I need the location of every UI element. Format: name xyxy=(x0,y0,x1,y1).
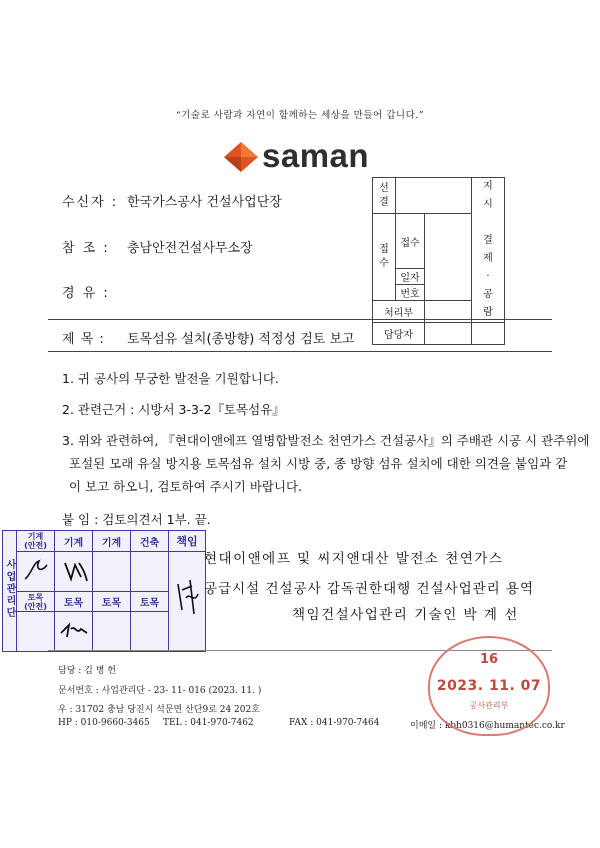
reference-value: 충남안전건설사무소장 xyxy=(127,241,253,256)
approval-jeopsu-empty xyxy=(425,214,472,301)
signature-mark-1 xyxy=(21,555,51,585)
reference-label: 참 조 : xyxy=(62,241,110,256)
stamp-empty-cell-1 xyxy=(93,552,131,592)
stamp-header-civil-safety: 토목 (안전) xyxy=(17,592,55,612)
recipient-value: 한국가스공사 건설사업단장 xyxy=(127,195,282,210)
signature-mark-responsible xyxy=(172,570,202,630)
subject-value: 토목섬유 설치(종방향) 적정성 검토 보고 xyxy=(127,332,355,347)
receipt-stamp-number: 16 xyxy=(479,652,499,667)
stamp-empty-cell-3 xyxy=(17,612,55,652)
stamp-side-label xyxy=(3,531,17,652)
approval-beonho: 번호 xyxy=(396,285,425,301)
body-item-3-line-1: 3. 위와 관련하여, 『현대이앤에프 열병합발전소 천연가스 건설공사』의 주배관 시공 시 관주위에 xyxy=(62,433,590,448)
approval-seon-empty xyxy=(396,178,472,214)
via-label: 경 유 : xyxy=(62,286,110,301)
signature-mark-3 xyxy=(57,615,91,645)
review-stamp-table xyxy=(2,530,206,652)
stamp-side-text: 사업관리단 xyxy=(4,559,15,619)
stamp-header-civil-1: 토목 xyxy=(55,592,93,612)
stamp-header-responsible: 책임 xyxy=(169,531,206,552)
stamp-header-civil-3: 토목 xyxy=(131,592,169,612)
company-line-1: 현대이앤에프 및 씨지앤대산 발전소 천연가스 xyxy=(204,551,504,567)
approval-jeopsu xyxy=(373,214,396,301)
recipient-label: 수신자 : xyxy=(62,195,119,210)
company-line-2: 공급시설 건설공사 감독권한대행 건설사업관리 용역 xyxy=(204,581,535,597)
subject-top-rule xyxy=(48,319,552,320)
approval-ram: 람 xyxy=(483,307,493,318)
receipt-stamp-label: 공사관리부 xyxy=(469,701,509,710)
approval-dot: · xyxy=(486,271,490,282)
stamp-header-mech-2: 기계 xyxy=(93,531,131,552)
approval-seon-gyeol xyxy=(373,178,396,214)
approval-cheoribu: 처리부 xyxy=(373,301,425,323)
approval-ji: 지 xyxy=(483,181,493,192)
subject-bottom-rule xyxy=(48,351,552,352)
approval-seon: 선 xyxy=(379,182,389,194)
approval-damdangja: 담당자 xyxy=(373,323,425,345)
attachment-line: 붙 임 : 검토의견서 1부. 끝. xyxy=(62,512,211,527)
stamp-sig-cell-3 xyxy=(55,612,93,652)
stamp-header-mech-1: 기계 xyxy=(55,531,93,552)
stamp-empty-cell-5 xyxy=(131,612,169,652)
stamp-header-civil-2: 토목 xyxy=(93,592,131,612)
approval-je: 제 xyxy=(483,253,493,264)
stamp-sig-cell-2 xyxy=(55,552,93,592)
approval-su: 수 xyxy=(379,258,389,269)
signature-mark-2 xyxy=(59,555,89,585)
footer-address: 우 : 31702 충남 당진시 석문면 산단9로 24 202호 xyxy=(58,705,260,715)
stamp-header-arch: 건축 xyxy=(131,531,169,552)
footer-email: 이메일 : kbh0316@humantec.co.kr xyxy=(410,721,565,731)
approval-ilja: 일자 xyxy=(396,269,425,285)
footer-fax: FAX : 041-970-7464 xyxy=(289,718,380,728)
footer-tel: TEL : 041-970-7462 xyxy=(163,718,254,728)
approval-jeopsu-top: 접수 xyxy=(396,214,425,269)
saman-logo-icon xyxy=(222,140,260,174)
stamp-empty-cell-2 xyxy=(131,552,169,592)
slogan: “기술로 사람과 자연이 함께하는 세상을 만들어 갑니다.” xyxy=(175,110,425,121)
approval-si: 시 xyxy=(483,199,493,210)
approval-damdangja-empty xyxy=(425,323,472,345)
body-item-3-line-2: 포설된 모래 유실 방지용 토목섬유 설치 시방 중, 종 방향 섬유 설치에 대한 의견을 붙임과 같 xyxy=(69,456,568,471)
approval-side-column xyxy=(472,178,505,323)
subject-label: 제 목 : xyxy=(62,332,105,347)
body-item-1: 1. 귀 공사의 무궁한 발전을 기원합니다. xyxy=(62,371,279,386)
receipt-stamp xyxy=(428,636,550,736)
body-item-2: 2. 관련근거 : 시방서 3-3-2『토목섬유』 xyxy=(62,402,285,417)
approval-gyeolje: 결 xyxy=(483,235,493,246)
approval-gong: 공 xyxy=(483,289,493,300)
footer-doc-number: 문서번호 : 사업관리단 - 23- 11- 016 (2023. 11. ) xyxy=(58,686,262,696)
receipt-stamp-date: 2023. 11. 07 xyxy=(436,678,542,694)
stamp-sig-cell-1 xyxy=(17,552,55,592)
company-line-3: 책임건설사업관리 기술인 박 계 선 xyxy=(292,607,519,623)
approval-jeop: 접 xyxy=(379,244,389,255)
logo-text: saman xyxy=(262,137,370,174)
approval-bottom-empty xyxy=(472,323,505,345)
footer-hp: HP : 010-9660-3465 xyxy=(58,718,150,728)
footer-manager: 담당 : 김 병 헌 xyxy=(58,666,116,676)
approval-gyeol: 결 xyxy=(379,196,389,208)
stamp-empty-cell-4 xyxy=(93,612,131,652)
stamp-header-mech-safety: 기계 (안전) xyxy=(17,531,55,552)
stamp-responsible-sig xyxy=(169,552,206,652)
body-item-3-line-3: 이 보고 하오니, 검토하여 주시기 바랍니다. xyxy=(69,479,303,494)
